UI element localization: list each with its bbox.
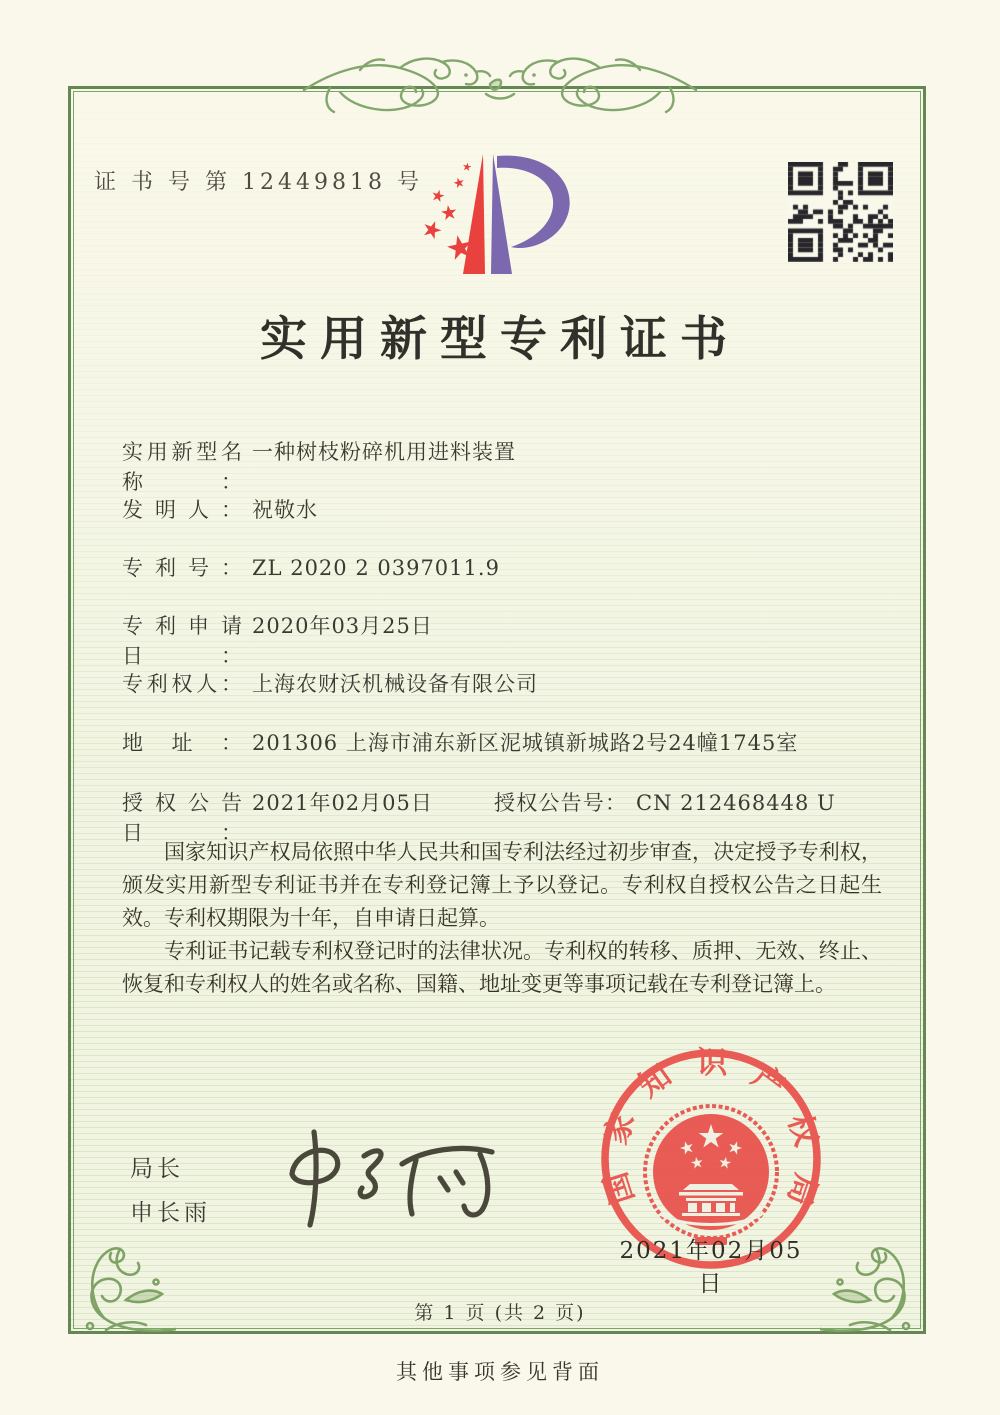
handwritten-signature	[264, 1122, 509, 1230]
field-row-patent-number	[122, 553, 928, 583]
field-value: CN 212468448 U	[636, 791, 836, 815]
field-value: ZL 2020 2 0397011.9	[252, 556, 500, 580]
field-label: 专利号：	[122, 556, 242, 580]
field-label: 专利权人：	[122, 672, 242, 696]
certificate-title: 实用新型专利证书	[260, 312, 740, 367]
national-emblem-icon	[645, 1106, 777, 1245]
field-row-patentee	[122, 669, 928, 699]
field-label: 授权公告日：	[122, 791, 242, 845]
certificate-number: 证 书 号 第 12449818 号	[94, 170, 423, 195]
field-label: 授权公告号：	[494, 791, 626, 815]
page-number: 第 1 页 (共 2 页)	[414, 1302, 586, 1324]
field-label: 发明人：	[122, 498, 242, 522]
seal-text: 国家知识产权局	[597, 1044, 825, 1211]
commissioner-title: 局长	[130, 1156, 184, 1182]
field-value: 上海农财沃机械设备有限公司	[252, 672, 538, 696]
field-value: 2020年03月25日	[252, 614, 433, 638]
field-label: 地址：	[122, 731, 242, 755]
field-value: 一种树枝粉碎机用进料装置	[252, 440, 516, 464]
field-value: 2021年02月05日	[252, 791, 433, 815]
seal-date: 2021年02月05日	[619, 1238, 803, 1297]
back-side-note: 其他事项参见背面	[396, 1360, 604, 1384]
legal-paragraph-2: 专利证书记载专利权登记时的法律状况。专利权的转移、质押、无效、终止、恢复和专利权人的姓名或名称、国籍、地址变更等事项记载在专利登记簿上。	[122, 939, 882, 996]
field-row-address	[122, 728, 928, 758]
cnipa-logo-icon	[415, 146, 585, 286]
qr-code	[788, 162, 893, 262]
field-row-utility-model-name	[122, 437, 928, 497]
field-value: 祝敬水	[252, 498, 318, 522]
field-label: 专利申请日：	[122, 614, 242, 668]
commissioner-name: 申长雨	[130, 1200, 211, 1226]
field-label: 实用新型名称：	[122, 440, 242, 494]
field-value: 201306 上海市浦东新区泥城镇新城路2号24幢1745室	[252, 731, 799, 755]
field-row-inventor	[122, 495, 928, 525]
legal-paragraph-1: 国家知识产权局依照中华人民共和国专利法经过初步审查，决定授予专利权，颁发实用新型专利证书并在专利登记簿上予以登记。专利权自授权公告之日起生效。专利权期限为十年，自申请日起算。	[122, 840, 882, 930]
legal-text	[122, 836, 882, 1001]
field-row-filing-date	[122, 611, 928, 671]
